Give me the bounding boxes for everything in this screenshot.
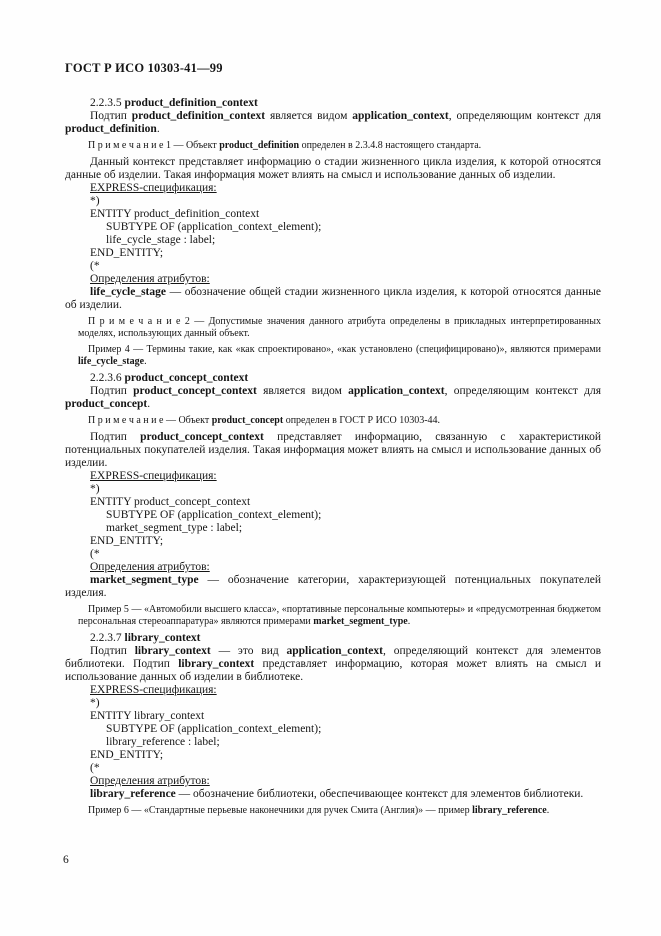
attribute-definition: life_cycle_stage — обозначение общей стадии жизненного цикла изделия, к которой относятся данные об изделии. <box>65 286 601 311</box>
attribute-definitions-label: Определения атрибутов: <box>90 561 210 573</box>
express-code-line: market_segment_type : label; <box>106 522 243 534</box>
express-code-line: END_ENTITY; <box>90 247 164 259</box>
express-code-line: END_ENTITY; <box>90 535 164 547</box>
section-heading-2-2-3-5: 2.2.3.5 product_definition_context <box>90 97 258 109</box>
express-code-line: (* <box>90 548 100 560</box>
express-code-line: SUBTYPE OF (application_context_element); <box>106 221 322 233</box>
express-code-line: SUBTYPE OF (application_context_element); <box>106 723 322 735</box>
express-spec-label: EXPRESS-спецификация: <box>90 684 217 696</box>
paragraph: Подтип library_context — это вид application_context, определяющий контекст для элементов библиотеки. Подтип library_context представляет информацию, которая может влиять на смысл и использование данных об изделии в библиотеке. <box>65 645 602 683</box>
section-heading-2-2-3-7: 2.2.3.7 library_context <box>90 632 201 644</box>
paragraph: Подтип product_definition_context является видом application_context, определяющим контекст для product_definition. <box>65 110 601 135</box>
express-code-line: life_cycle_stage : label; <box>106 234 216 246</box>
attribute-definition: library_reference — обозначение библиотеки, обеспечивающее контекст для элементов библиотеки. <box>90 788 584 800</box>
attribute-definition: market_segment_type — обозначение категории, характеризующей потенциальных покупателей изделия. <box>65 574 601 599</box>
express-code-line: *) <box>90 195 100 207</box>
attribute-definitions-label: Определения атрибутов: <box>90 273 210 285</box>
express-code-line: (* <box>90 762 100 774</box>
express-code-line: *) <box>90 697 100 709</box>
paragraph: Подтип product_concept_context является видом application_context, определяющим контекст для product_concept. <box>65 385 601 410</box>
express-code-line: ENTITY library_context <box>90 710 205 722</box>
note-1: П р и м е ч а н и е 1 — Объект product_definition определен в 2.3.4.8 настоящего стандарта. <box>88 140 482 151</box>
example-6: Пример 6 — «Стандартные перьевые наконечники для ручек Смита (Англия)» — пример library_reference. <box>88 805 550 816</box>
express-code-line: END_ENTITY; <box>90 749 164 761</box>
attribute-definitions-label: Определения атрибутов: <box>90 775 210 787</box>
express-code-line: *) <box>90 483 100 495</box>
express-spec-label: EXPRESS-спецификация: <box>90 182 217 194</box>
express-code-line: SUBTYPE OF (application_context_element); <box>106 509 322 521</box>
express-code-line: library_reference : label; <box>106 736 220 748</box>
note-2: П р и м е ч а н и е 2 — Допустимые значения данного атрибута определены в прикладных интерпретированных моделях, использующих данный объект. <box>78 316 601 339</box>
express-code-line: (* <box>90 260 100 272</box>
example-5: Пример 5 — «Автомобили высшего класса», «портативные персональные компьютеры» и «предусмотренная бюджетом персональная стереоаппаратура» являются примерами market_segment_type. <box>78 604 601 627</box>
express-code-line: ENTITY product_concept_context <box>90 496 251 508</box>
express-code-line: ENTITY product_definition_context <box>90 208 260 220</box>
document-content <box>65 96 601 821</box>
section-heading-2-2-3-6: 2.2.3.6 product_concept_context <box>90 372 249 384</box>
paragraph: Подтип product_concept_context представляет информацию, связанную с характеристикой потенциальных покупателей изделия. Такая информация может влиять на смысл и использование данных об изделии. <box>65 431 601 469</box>
page-number: 6 <box>63 854 69 866</box>
note: П р и м е ч а н и е — Объект product_concept определен в ГОСТ Р ИСО 10303-44. <box>88 415 441 426</box>
paragraph: Данный контекст представляет информацию о стадии жизненного цикла изделия, к которой относятся данные об изделии. Такая информация может влиять на смысл и использование данных об изделии. <box>65 156 601 181</box>
express-spec-label: EXPRESS-спецификация: <box>90 470 217 482</box>
example-4: Пример 4 — Термины такие, как «как спроектировано», «как установлено (специфицировано)», являются примерами life_cycle_stage. <box>78 344 601 367</box>
document-header: ГОСТ Р ИСО 10303-41—99 <box>65 61 223 75</box>
